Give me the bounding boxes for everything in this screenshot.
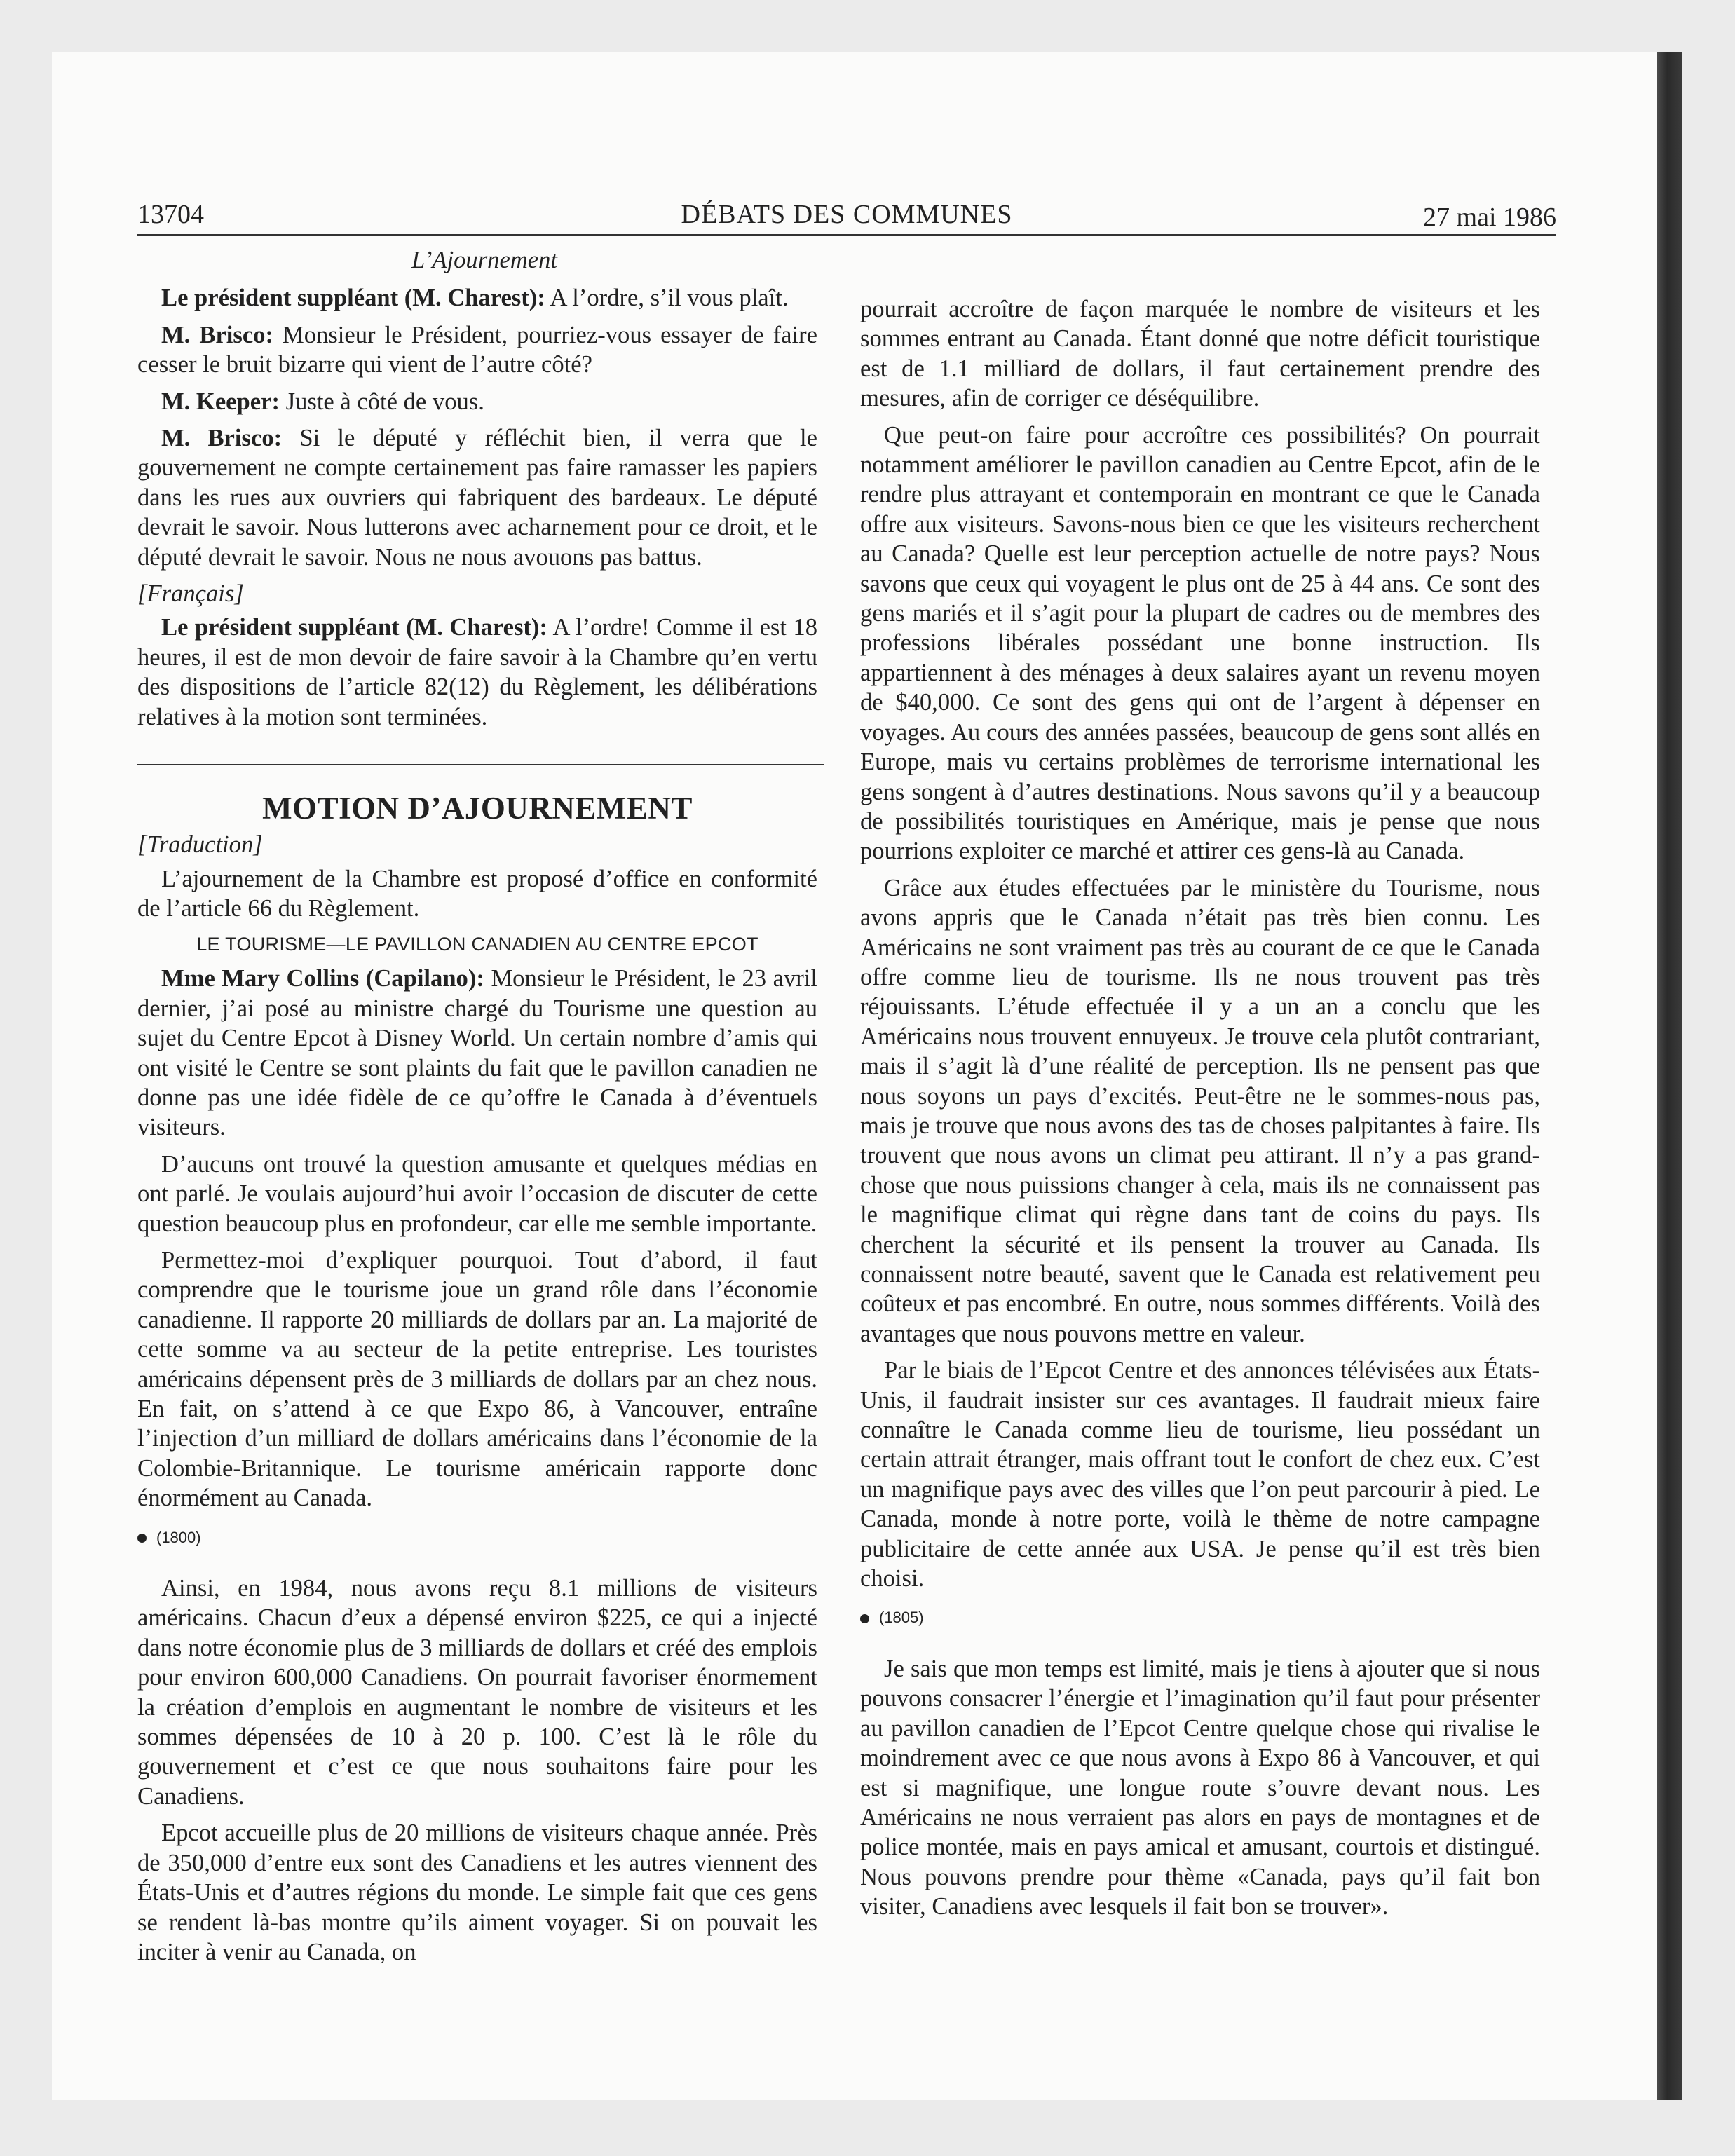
- page-number: 13704: [137, 200, 204, 229]
- speech-text: Monsieur le Président, pourriez-vous essayer de faire cesser le bruit bizarre qui vient de l’autre côté?: [137, 321, 817, 378]
- paragraph: [137, 423, 817, 572]
- speaker-name: Le président suppléant (M. Charest):: [161, 285, 545, 312]
- speaker-name: M. Keeper:: [161, 388, 280, 415]
- speech-text: A l’ordre! Comme il est 18 heures, il est de mon devoir de faire savoir à la Chambre qu’en vertu des dispositions de l’article 82(12) du Règlement, les délibérations relatives à la motion sont terminées.: [137, 614, 817, 730]
- paragraph: pourrait accroître de façon marquée le nombre de visiteurs et les sommes entrant au Canada. Étant donné que notre déficit touristique est de 1.1 milliard de dollars, il faut certainement prendre des mesures, afin de corriger ce déséquilibre.: [860, 296, 1540, 412]
- time-marker-label: (1800): [156, 1528, 201, 1546]
- speaker-name: Mme Mary Collins (Capilano):: [161, 965, 484, 992]
- paragraph: Par le biais de l’Epcot Centre et des annonces télévisées aux États-Unis, il faudrait insister sur ces avantages. Il faudrait mieux faire connaître le Canada comme lieu de tourisme, lieu possédant un certain attrait étranger, mais offrant tout le confort de chez eux. C’est un magnifique pays avec des villes que l’on peut parcourir à pied. Le Canada, monde à notre porte, voilà le thème de notre campagne publicitaire de cette année aux USA. Je pense qu’il est très bien choisi.: [860, 1357, 1540, 1592]
- paragraph: D’aucuns ont trouvé la question amusante et quelques médias en ont parlé. Je voulais aujourd’hui avoir l’occasion de discuter de cette question beaucoup plus en profondeur, car elle me semble importante.: [137, 1150, 817, 1237]
- speech-text: Monsieur le Président, le 23 avril dernier, j’ai posé au ministre chargé du Tourisme une question au sujet du Centre Epcot à Disney World. Un certain nombre d’amis qui ont visité le Centre se sont plaints du fait que le pavillon canadien ne donne pas une idée fidèle de ce qu’offre le Canada à d’éventuels visiteurs.: [137, 965, 817, 1141]
- section-divider: [137, 764, 824, 765]
- time-marker: [860, 1603, 1540, 1632]
- speaker-name: M. Brisco:: [161, 321, 273, 348]
- paragraph: [137, 283, 817, 313]
- time-marker: [137, 1523, 817, 1553]
- topic-heading: LE TOURISME—LE PAVILLON CANADIEN AU CENTRE EPCOT: [196, 934, 758, 955]
- time-marker-label: (1805): [879, 1609, 924, 1627]
- bullet-dot-icon: [860, 1614, 869, 1623]
- speaker-name: Le président suppléant (M. Charest):: [161, 614, 547, 641]
- publication-title: DÉBATS DES COMMUNES: [681, 200, 1013, 229]
- paragraph: [137, 964, 817, 1142]
- paragraph: Epcot accueille plus de 20 millions de visiteurs chaque année. Près de 350,000 d’entre eux sont des Canadiens et les autres viennent des États-Unis et d’autres régions du monde. Le simple fait que ces gens se rendent là-bas montre qu’ils aiment voyager. Si on pouvait les inciter à venir au Canada, on: [137, 1820, 817, 1965]
- paragraph: Grâce aux études effectuées par le ministère du Tourisme, nous avons appris que le Canada n’était pas très bien connu. Les Américains ne sont vraiment pas très au courant de ce que le Canada offre comme lieu de tourisme. Ils ne nous trouvent pas très réjouissants. L’étude effectuée il y a un an a conclu que les Américains nous trouvent ennuyeux. Je trouve cela plutôt contrariant, mais il s’agit là d’une réalité de perception. Ils ne pensent pas que nous soyons un pays d’excités. Peut-être ne le sommes-nous pas, mais je trouve que nous avons des tas de choses palpitantes à faire. Ils trouvent que nous avons un climat peu attirant. Il n’y a pas grand-chose que nous puissions changer à cela, mais ils ne connaissent pas le magnifique climat qui règne dans tant de coins du pays. Ils cherchent la sécurité et ils pensent la trouver au Canada. Ils connaissent notre beauté, savent que le Canada est relativement peu coûteux et pas encombré. En outre, nous sommes différents. Voilà des avantages que nous pouvons mettre en valeur.: [860, 874, 1540, 1347]
- right-column: [860, 294, 1540, 1929]
- motion-heading: MOTION D’AJOURNEMENT: [262, 791, 693, 826]
- page-header: [137, 198, 1556, 236]
- left-column: [137, 245, 817, 1974]
- section-subheading: L’Ajournement: [411, 247, 558, 273]
- scan-edge-shadow: [1657, 52, 1682, 2100]
- paragraph: [137, 613, 817, 732]
- paragraph: [137, 387, 817, 416]
- page-date: 27 mai 1986: [1423, 203, 1556, 232]
- bullet-dot-icon: [137, 1534, 147, 1543]
- speech-text: A l’ordre, s’il vous plaît.: [545, 285, 789, 312]
- paragraph: Ainsi, en 1984, nous avons reçu 8.1 millions de visiteurs américains. Chacun d’eux a dépensé environ $225, ce qui a injecté dans notre économie plus de 3 milliards de dollars et créé des emplois pour environ 600,000 Canadiens. On pourrait favoriser énormement la création d’emplois en augmentant le nombre de visiteurs et les sommes dépensées de 10 à 20 p. 100. C’est là le rôle du gouvernement et c’est ce que nous souhaitons faire pour les Canadiens.: [137, 1575, 817, 1810]
- translation-tag: [Traduction]: [137, 831, 263, 859]
- paragraph: Que peut-on faire pour accroître ces possibilités? On pourrait notamment améliorer le pavillon canadien au Centre Epcot, afin de le rendre plus attrayant et contemporain en montrant ce que le Canada offre aux visiteurs. Savons-nous bien ce que les visiteurs recherchent au Canada? Quelle est leur perception actuelle de notre pays? Nous savons que ceux qui voyagent le plus ont de 25 à 44 ans. Ce sont des gens mariés et il s’agit pour la plupart de cadres ou de membres des professions libérales possédant une bonne instruction. Ils appartiennent à des ménages à deux salaires ayant un revenu moyen de $40,000. Ce sont des gens qui ont de l’argent à dépenser en voyages. Au cours des années passées, beaucoup de gens sont allés en Europe, mais vu certains problèmes de terrorisme international les gens songent à d’autres destinations. Nous savons qu’il y a beaucoup de possibilités touristiques en Amérique, mais je pense que nous pourrions exploiter ce marché et attirer ces gens-là au Canada.: [860, 421, 1540, 865]
- speech-text: Juste à côté de vous.: [279, 388, 484, 415]
- speaker-name: M. Brisco:: [161, 425, 283, 452]
- language-tag: [Français]: [137, 580, 244, 608]
- paragraph: [137, 320, 817, 380]
- speech-text: Si le député y réfléchit bien, il verra que le gouvernement ne compte certainement pas faire ramasser les papiers dans les rues aux ouvriers qui fabriquent des bardeaux. Le député devrait le savoir. Nous lutterons avec acharnement pour ce droit, et le député devrait le savoir. Nous ne nous avouons pas battus.: [137, 425, 817, 571]
- paragraph: Permettez-moi d’expliquer pourquoi. Tout d’abord, il faut comprendre que le tourisme joue un grand rôle dans l’économie canadienne. Il rapporte 20 milliards de dollars par an. La majorité de cette somme va au secteur de la petite entreprise. Les touristes américains dépensent près de 3 milliards de dollars par an chez nous. En fait, on s’attend à ce que Expo 86, à Vancouver, entraîne l’injection d’un milliard de dollars américains dans l’économie de la Colombie-Britannique. Le tourisme américain rapporte donc énormément au Canada.: [137, 1246, 817, 1512]
- paragraph: L’ajournement de la Chambre est proposé d’office en conformité de l’article 66 du Règlement.: [137, 865, 817, 922]
- paragraph: Je sais que mon temps est limité, mais je tiens à ajouter que si nous pouvons consacrer l’énergie et l’imagination qu’il faut pour présenter au pavillon canadien de l’Epcot Centre quelque chose qui rivalise le moindrement avec ce que nous avons à Expo 86 à Vancouver, et qui est si magnifique, une longue route s’ouvre devant nous. Les Américains ne nous verraient pas alors en pays de montagnes et de police montée, mais en pays amical et amusant, courtois et distingué. Nous pouvons prendre pour thème «Canada, pays qu’il fait bon visiter, Canadiens avec lesquels il fait bon se trouver».: [860, 1655, 1540, 1920]
